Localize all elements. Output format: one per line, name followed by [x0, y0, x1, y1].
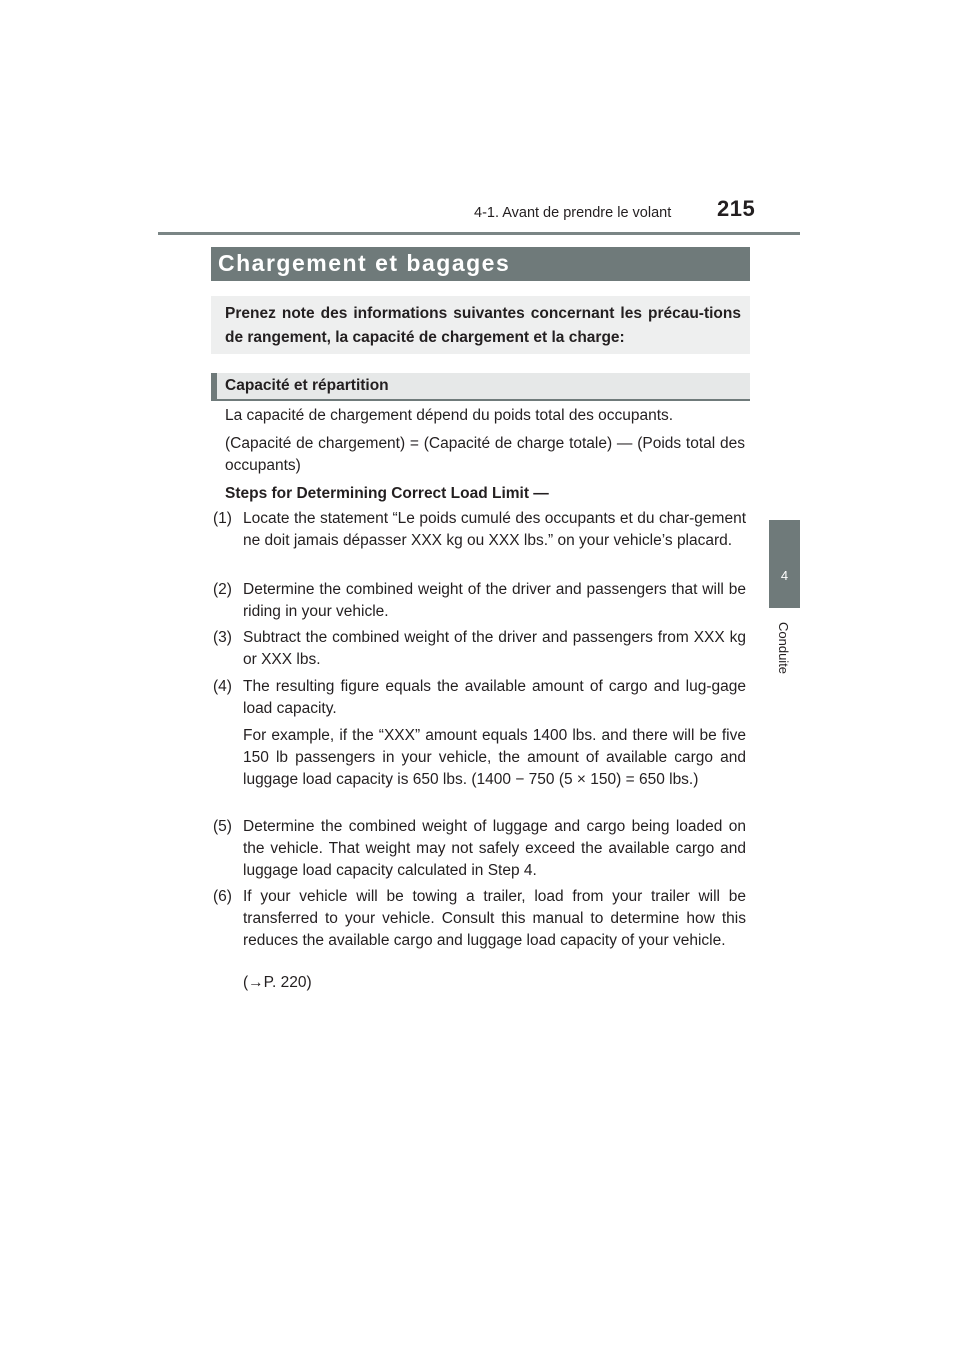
step-number: (3) — [213, 629, 232, 646]
chapter-tab — [769, 520, 800, 607]
subheading: Capacité et répartition — [225, 377, 389, 394]
step-number: (2) — [213, 581, 232, 598]
chapter-tab-number: 4 — [780, 568, 789, 583]
paragraph-capacity: La capacité de chargement dépend du poids total des occupants. — [225, 407, 674, 424]
section-header: 4-1. Avant de prendre le volant — [474, 205, 672, 221]
subheading-rule — [211, 399, 750, 401]
paragraph-formula: (Capacité de chargement) = (Capacité de charge totale) — (Poids total des occupants) — [225, 435, 745, 474]
step-example-text: For example, if the “XXX” amount equals 1400 lbs. and there will be five 150 lb passengers in your vehicle, the amount of available cargo and luggage load capacity is 650 lbs. (1400 − 750 (5 × 150) = 650 lbs.) — [243, 727, 746, 788]
step-number: (6) — [213, 888, 232, 905]
step-text: Subtract the combined weight of the driver and passengers from XXX kg or XXX lbs. — [243, 629, 746, 668]
step-number: (1) — [213, 510, 232, 527]
steps-heading: Steps for Determining Correct Load Limit — — [225, 485, 549, 502]
step-text: Determine the combined weight of the driver and passengers that will be riding in your vehicle. — [243, 581, 746, 620]
page-number: 215 — [717, 196, 756, 221]
step-number: (5) — [213, 818, 232, 835]
step-text: The resulting figure equals the available amount of cargo and lug-gage load capacity. — [243, 678, 746, 717]
step-text: Determine the combined weight of luggage and cargo being loaded on the vehicle. That weight may not safely exceed the available cargo and luggage load capacity calculated in Step 4. — [243, 818, 746, 879]
page-title: Chargement et bagages — [218, 250, 511, 276]
intro-text: Prenez note des informations suivantes concernant les précau-tions de rangement, la capacité de chargement et la charge: — [225, 305, 741, 346]
step-text: If your vehicle will be towing a trailer, load from your trailer will be transferred to your vehicle. Consult this manual to determine how this reduces the available cargo and luggage load capacity of your vehicle. — [243, 888, 746, 949]
header-divider — [158, 232, 800, 235]
step-text: Locate the statement “Le poids cumulé des occupants et du char-gement ne doit jamais dépasser XXX kg ou XXX lbs.” on your vehicle’s placard. — [243, 510, 746, 549]
chapter-tab-divider — [769, 607, 800, 608]
step-number: (4) — [213, 678, 232, 695]
page-reference-link[interactable]: (→P. 220) — [243, 974, 312, 991]
chapter-tab-label: Conduite — [776, 622, 791, 675]
